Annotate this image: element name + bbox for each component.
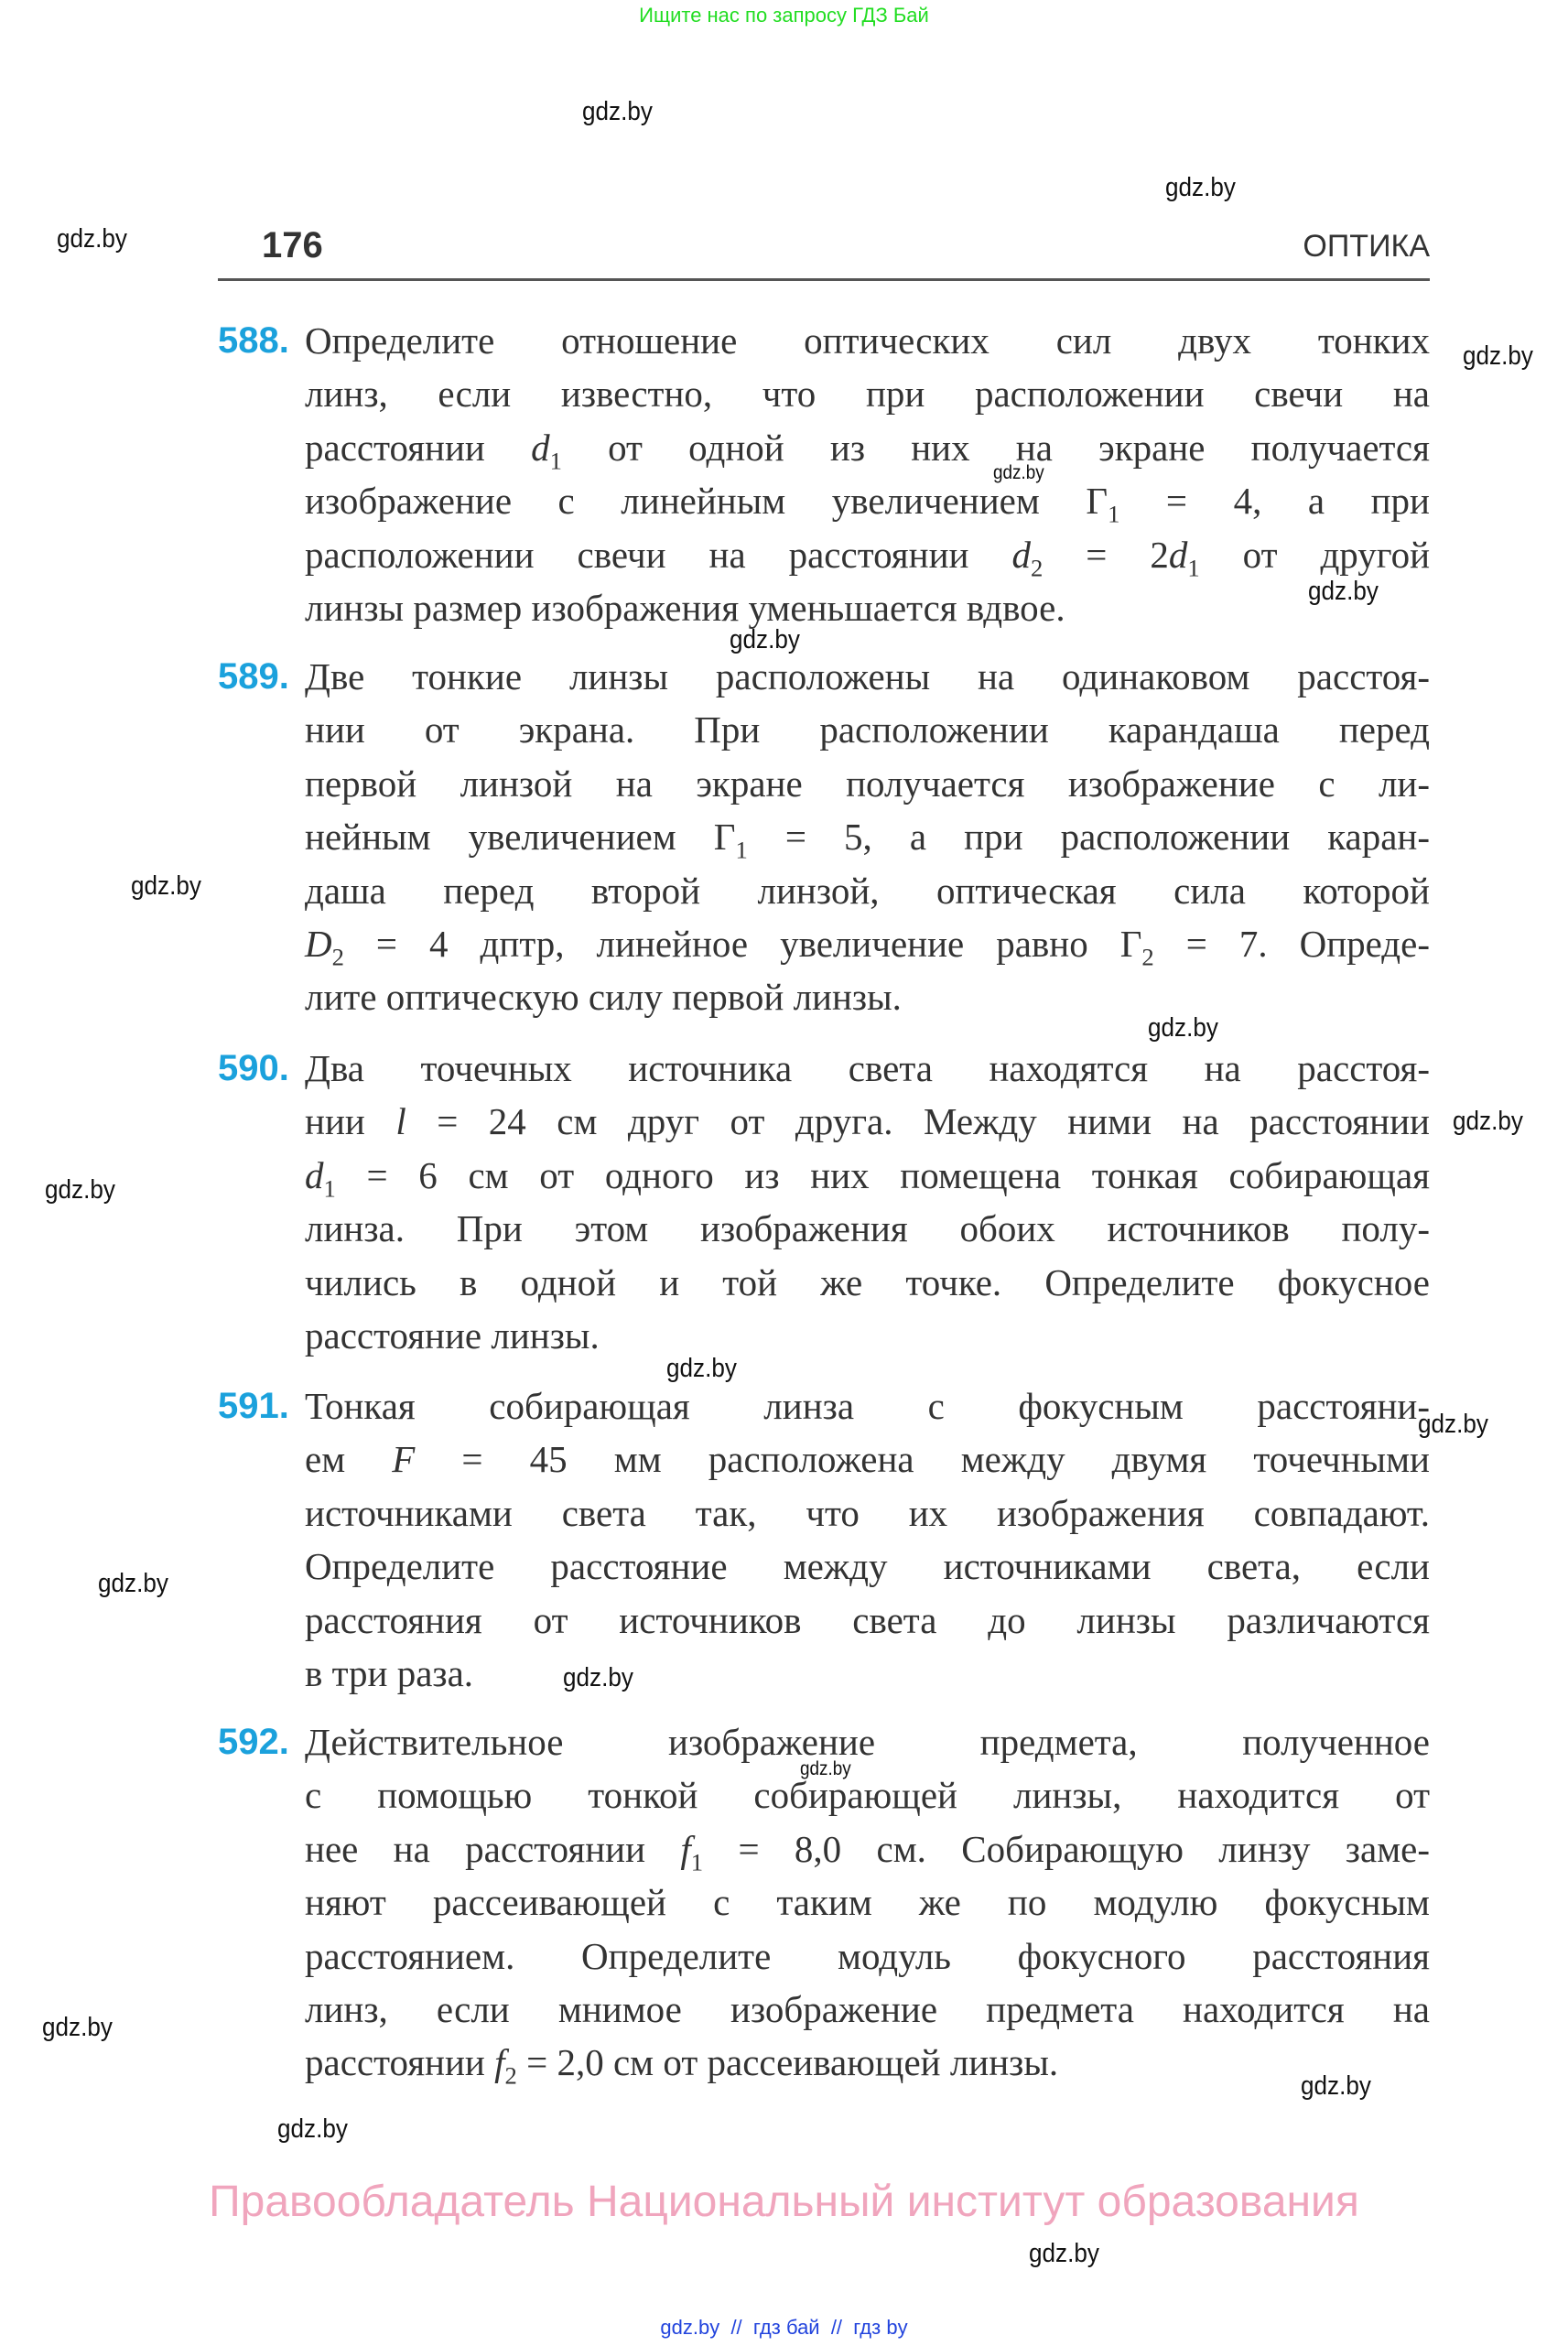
text-segment: = 2 (1043, 533, 1169, 576)
math-variable: d (1168, 533, 1188, 576)
text-line (305, 1202, 1430, 1255)
text-line (305, 917, 1430, 970)
math-variable: D (305, 923, 332, 966)
text-line (305, 970, 1430, 1023)
text-line (305, 1930, 1430, 1983)
text-segment: нии (305, 1100, 396, 1143)
text-line (305, 1095, 1430, 1148)
text-segment: даша перед второй линзой, оптическая сила которой (305, 869, 1430, 912)
text-line (305, 650, 1430, 703)
text-segment: нее на расстоянии (305, 1827, 681, 1870)
math-subscript: 2 (1141, 943, 1154, 971)
text-line (305, 1983, 1430, 2036)
math-variable: d (1011, 533, 1031, 576)
text-line (305, 528, 1430, 581)
text-segment: Определите расстояние между источниками света, если (305, 1545, 1430, 1588)
math-subscript: 1 (1187, 553, 1200, 581)
text-line (305, 703, 1430, 756)
text-line (305, 1309, 1430, 1362)
problem-text (305, 1379, 1430, 1700)
text-segment: Тонкая собирающая линза с фокусным расстояни- (305, 1385, 1430, 1427)
page-number: 176 (262, 225, 323, 265)
text-line (305, 1042, 1430, 1095)
text-segment: линза. При этом изображения обоих источников полу- (305, 1207, 1430, 1250)
watermark: gdz.by (42, 2013, 113, 2042)
text-line (305, 581, 1430, 634)
problem-number: 588. (218, 320, 289, 361)
problem-text (305, 1042, 1430, 1362)
text-line (305, 1379, 1430, 1432)
problem-592 (218, 1715, 1430, 2090)
watermark: gdz.by (1301, 2071, 1371, 2101)
text-segment: ем (305, 1438, 393, 1481)
math-subscript: 1 (735, 836, 748, 864)
text-segment: лите оптическую силу первой линзы. (305, 976, 902, 1019)
text-segment: от другой (1199, 533, 1431, 576)
text-line (305, 1432, 1430, 1486)
text-line (305, 757, 1430, 810)
watermark: gdz.by (1029, 2239, 1099, 2268)
text-segment: Две тонкие линзы расположены на одинаковом расстоя- (305, 655, 1430, 697)
watermark: gdz.by (131, 871, 201, 901)
text-segment: источниками света так, что их изображения совпадают. (305, 1491, 1430, 1534)
text-segment: = 7. Опреде- (1153, 923, 1430, 966)
math-variable: l (395, 1100, 406, 1143)
watermark: gdz.by (1308, 577, 1379, 606)
text-segment: от одной из них на экране получается (561, 426, 1430, 469)
math-subscript: 1 (323, 1174, 336, 1203)
text-segment: линз, если мнимое изображение предмета находится на (305, 1988, 1430, 2031)
watermark: gdz.by (993, 462, 1044, 483)
math-variable: d (531, 426, 550, 469)
math-subscript: 2 (1030, 553, 1044, 581)
footer-links[interactable]: gdz.by // гдз бай // гдз by (660, 2316, 908, 2339)
text-segment: = 6 см от одного из них помещена тонкая собирающая (335, 1153, 1430, 1196)
problem-591 (218, 1379, 1430, 1700)
watermark: gdz.by (582, 97, 653, 126)
math-subscript: 1 (690, 1848, 704, 1876)
problem-text (305, 650, 1430, 1024)
problem-text (305, 1715, 1430, 2090)
problem-588 (218, 314, 1430, 634)
text-segment: = 5, а при расположении каран- (747, 816, 1430, 859)
header-divider (218, 278, 1430, 281)
math-variable: f (494, 2041, 505, 2084)
watermark: gdz.by (1418, 1410, 1488, 1439)
text-line (305, 1487, 1430, 1540)
text-line (305, 421, 1430, 474)
math-subscript: 1 (549, 447, 562, 475)
watermark: gdz.by (730, 625, 800, 654)
text-line (305, 1715, 1430, 1768)
problem-number: 591. (218, 1386, 289, 1426)
text-line (305, 1256, 1430, 1309)
text-line (305, 1540, 1430, 1593)
watermark: gdz.by (57, 224, 127, 254)
copyright-notice: Правообладатель Национальный институт образования (209, 2178, 1359, 2226)
text-segment: линзы размер изображения уменьшается вдвое. (305, 587, 1065, 630)
watermark: gdz.by (666, 1354, 737, 1383)
text-segment: чились в одной и той же точке. Определите фокусное (305, 1260, 1430, 1303)
text-segment: расстояние линзы. (305, 1314, 600, 1357)
watermark: gdz.by (45, 1175, 115, 1205)
watermark: gdz.by (800, 1758, 851, 1779)
text-line (305, 474, 1430, 527)
text-segment: с помощью тонкой собирающей линзы, находится от (305, 1774, 1430, 1817)
text-segment: расстоянии (305, 2041, 495, 2084)
text-line (305, 367, 1430, 420)
problem-text (305, 314, 1430, 634)
section-title: ОПТИКА (1303, 229, 1430, 264)
text-segment: первой линзой на экране получается изображение с ли- (305, 762, 1430, 805)
text-segment: Действительное изображение предмета, полученное (305, 1721, 1430, 1763)
problem-number: 590. (218, 1048, 289, 1088)
math-variable: F (392, 1438, 416, 1481)
text-line (305, 1594, 1430, 1647)
math-subscript: 2 (331, 943, 344, 971)
text-segment: в три раза. (305, 1652, 474, 1695)
text-segment: = 4 дптр, линейное увеличение равно Γ (343, 923, 1142, 966)
text-segment: = 2,0 см от рассеивающей линзы. (516, 2041, 1059, 2084)
text-segment: нии от экрана. При расположении карандаша перед (305, 708, 1430, 751)
text-segment: = 24 см друг от друга. Между ними на расстоянии (406, 1100, 1430, 1143)
text-line (305, 2036, 1430, 2089)
problem-number: 592. (218, 1722, 289, 1762)
text-segment: = 8,0 см. Собирающую линзу заме- (703, 1827, 1430, 1870)
text-line (305, 1768, 1430, 1822)
text-segment: нейным увеличением Γ (305, 816, 736, 859)
math-variable: d (305, 1153, 324, 1196)
text-segment: = 45 мм расположена между двумя точечными (415, 1438, 1430, 1481)
text-segment: Определите отношение оптических сил двух тонких (305, 319, 1430, 362)
search-banner: Ищите нас по запросу ГДЗ Бай (639, 4, 929, 27)
text-line (305, 1149, 1430, 1202)
watermark: gdz.by (1165, 173, 1236, 202)
text-segment: расстоянием. Определите модуль фокусного расстояния (305, 1934, 1430, 1977)
watermark: gdz.by (1148, 1013, 1218, 1043)
watermark: gdz.by (1463, 341, 1533, 371)
problem-number: 589. (218, 656, 289, 697)
text-segment: = 4, а при (1119, 480, 1430, 523)
watermark: gdz.by (1453, 1107, 1523, 1136)
text-segment: расположении свечи на расстоянии (305, 533, 1012, 576)
text-line (305, 314, 1430, 367)
text-segment: расстояния от источников света до линзы различаются (305, 1598, 1430, 1641)
text-segment: расстоянии (305, 426, 532, 469)
text-segment: Два точечных источника света находятся на расстоя- (305, 1047, 1430, 1089)
text-line (305, 1876, 1430, 1929)
problem-590 (218, 1042, 1430, 1362)
problem-589 (218, 650, 1430, 1024)
watermark: gdz.by (98, 1569, 168, 1598)
text-segment: няют рассеивающей с таким же по модулю фокусным (305, 1881, 1430, 1924)
watermark: gdz.by (563, 1663, 633, 1692)
text-line (305, 810, 1430, 863)
text-line (305, 1822, 1430, 1876)
text-line (305, 1647, 1430, 1700)
text-line (305, 864, 1430, 917)
text-segment: изображение с линейным увеличением Γ (305, 480, 1108, 523)
watermark: gdz.by (277, 2114, 348, 2144)
math-variable: f (680, 1827, 691, 1870)
math-subscript: 1 (1108, 500, 1120, 528)
math-subscript: 2 (504, 2061, 517, 2090)
text-segment: линз, если известно, что при расположении свечи на (305, 373, 1430, 416)
